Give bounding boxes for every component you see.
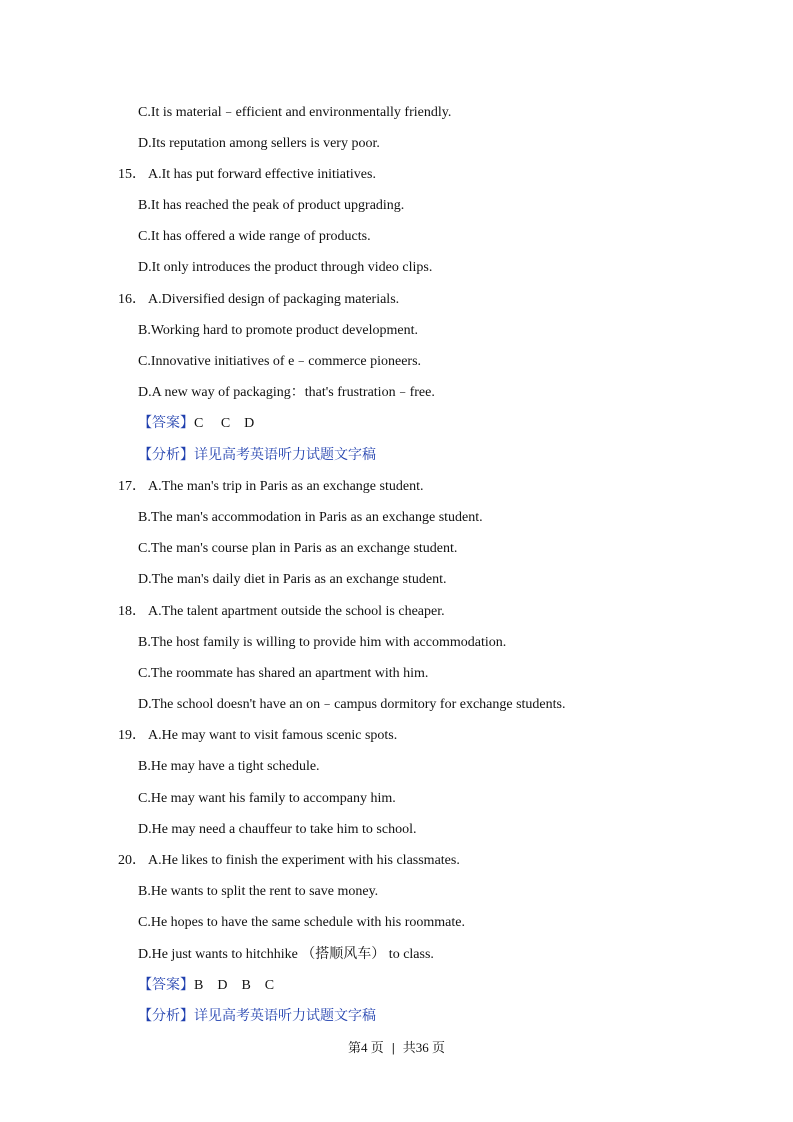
option-16d: D.A new way of packaging：that's frustration﹣free. <box>138 385 435 400</box>
question-17 <box>118 478 423 496</box>
analysis-note-1: 【分析】详见高考英语听力试题文字稿 <box>138 448 376 463</box>
option-15c: C.It has offered a wide range of products. <box>138 229 371 244</box>
option-17b: B.The man's accommodation in Paris as an exchange student. <box>138 510 483 525</box>
answer-tag: 【答案】 <box>138 416 194 431</box>
option-15d: D.It only introduces the product through video clips. <box>138 260 433 275</box>
question-number: 18． <box>118 604 146 619</box>
option-17d: D.The man's daily diet in Paris as an exchange student. <box>138 572 447 587</box>
page-footer <box>0 1040 793 1056</box>
question-15 <box>118 166 376 184</box>
option-18b: B.The host family is willing to provide him with accommodation. <box>138 635 507 650</box>
option-20c: C.He hopes to have the same schedule with his roommate. <box>138 915 465 930</box>
answer-values: B D B C <box>194 978 275 993</box>
option-18c: C.The roommate has shared an apartment with him. <box>138 666 429 681</box>
option-20a: A.He likes to finish the experiment with his classmates. <box>148 853 460 868</box>
answer-values: C C D <box>194 416 255 431</box>
option-14c: C.It is material﹣efficient and environmentally friendly. <box>138 105 452 120</box>
footer-separator: | <box>391 1040 395 1055</box>
option-19b: B.He may have a tight schedule. <box>138 759 320 774</box>
answer-block-2 <box>138 977 274 995</box>
option-19a: A.He may want to visit famous scenic spots. <box>148 728 398 743</box>
option-19d: D.He may need a chauffeur to take him to school. <box>138 822 417 837</box>
option-16a: A.Diversified design of packaging materials. <box>148 292 400 307</box>
option-16c: C.Innovative initiatives of e﹣commerce pioneers. <box>138 354 422 369</box>
page-total: 共36 页 <box>402 1040 445 1055</box>
question-number: 15． <box>118 167 146 182</box>
question-number: 17． <box>118 479 146 494</box>
question-18 <box>118 603 445 621</box>
question-number: 19． <box>118 728 146 743</box>
option-15a: A.It has put forward effective initiatives. <box>148 167 376 182</box>
question-19 <box>118 727 397 745</box>
option-15b: B.It has reached the peak of product upgrading. <box>138 198 405 213</box>
option-14d: D.Its reputation among sellers is very poor. <box>138 136 380 151</box>
option-17a: A.The man's trip in Paris as an exchange student. <box>148 479 424 494</box>
page-number: 第4 页 <box>348 1040 384 1055</box>
option-18a: A.The talent apartment outside the school is cheaper. <box>148 604 445 619</box>
option-18d: D.The school doesn't have an on﹣campus dormitory for exchange students. <box>138 697 566 712</box>
option-16b: B.Working hard to promote product development. <box>138 323 418 338</box>
question-20 <box>118 852 460 870</box>
question-number: 20． <box>118 853 146 868</box>
option-19c: C.He may want his family to accompany him. <box>138 791 396 806</box>
answer-block-1 <box>138 415 254 433</box>
option-17c: C.The man's course plan in Paris as an exchange student. <box>138 541 458 556</box>
question-16 <box>118 291 399 309</box>
question-number: 16． <box>118 292 146 307</box>
analysis-note-2: 【分析】详见高考英语听力试题文字稿 <box>138 1009 376 1024</box>
option-20b: B.He wants to split the rent to save money. <box>138 884 379 899</box>
option-20d: D.He just wants to hitchhike （搭顺风车） to class. <box>138 947 434 962</box>
answer-tag: 【答案】 <box>138 978 194 993</box>
